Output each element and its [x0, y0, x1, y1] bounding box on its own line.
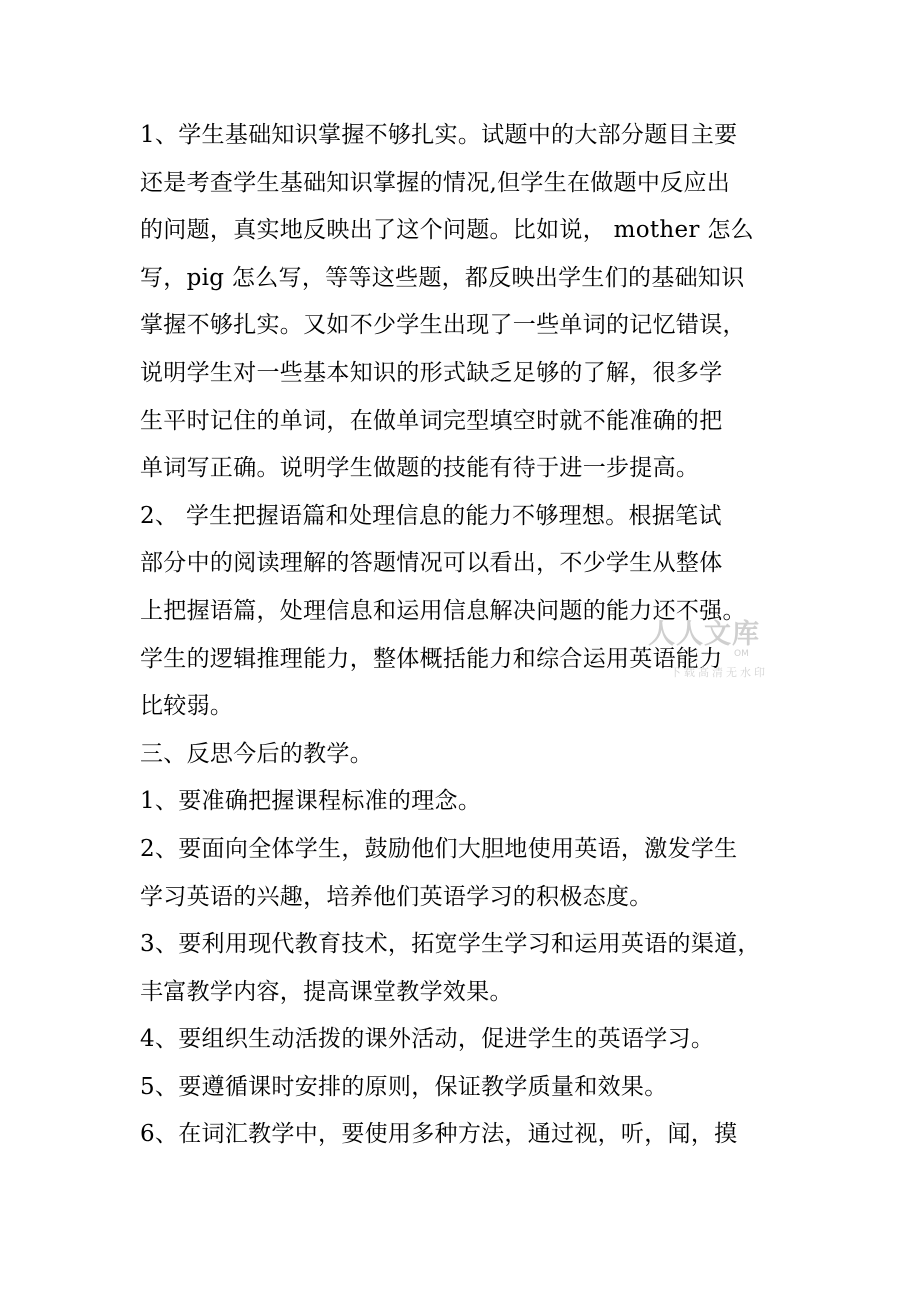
text-line: 3、要利用现代教育技术，拓宽学生学习和运用英语的渠道， — [140, 931, 761, 958]
text-line: 上把握语篇，处理信息和运用信息解决问题的能力还不强。 — [140, 597, 746, 624]
text-line: 说明学生对一些基本知识的形式缺乏足够的了解，很多学 — [140, 359, 723, 386]
text-line: 4、要组织生动活拨的课外活动，促进学生的英语学习。 — [140, 1026, 715, 1053]
text-line: 2、要面向全体学生，鼓励他们大胆地使用英语，激发学生 — [140, 835, 738, 862]
text-line: 6、在词汇教学中，要使用多种方法，通过视，听，闻，摸 — [140, 1121, 738, 1148]
text-line: 部分中的阅读理解的答题情况可以看出，不少学生从整体 — [140, 550, 723, 577]
text-line: 三、反思今后的教学。 — [140, 740, 373, 767]
text-line: 1、要准确把握课程标准的理念。 — [140, 788, 482, 815]
text-line: 掌握不够扎实。又如不少学生出现了一些单词的记忆错误， — [140, 312, 746, 339]
text-line: 学生的逻辑推理能力，整体概括能力和综合运用英语能力 — [140, 645, 723, 672]
text-line: 单词写正确。说明学生做题的技能有待于进一步提高。 — [140, 455, 700, 482]
text-line: 1、学生基础知识掌握不够扎实。试题中的大部分题目主要 — [140, 122, 738, 148]
text-line: 2、 学生把握语篇和处理信息的能力不够理想。根据笔试 — [140, 502, 722, 529]
watermark-title: 人人文库 — [648, 619, 760, 650]
text-line: 丰富教学内容，提高课堂教学效果。 — [140, 978, 513, 1005]
watermark-logo — [648, 612, 778, 682]
text-line: 的问题，真实地反映出了这个问题。比如说， mother 怎么 — [140, 217, 754, 244]
text-line: 5、要遵循课时安排的原则，保证教学质量和效果。 — [140, 1073, 668, 1100]
watermark-subtitle: 下载高清无水印 — [670, 666, 768, 679]
text-line: 还是考查学生基础知识掌握的情况,但学生在做题中反应出 — [140, 169, 731, 196]
text-line: 学习英语的兴趣，培养他们英语学习的积极态度。 — [140, 883, 653, 910]
text-line: 生平时记住的单词，在做单词完型填空时就不能准确的把 — [140, 407, 723, 434]
text-line: 写，pig 怎么写，等等这些题，都反映出学生们的基础知识 — [140, 264, 745, 291]
watermark-url: OM — [734, 649, 749, 659]
text-line: 比较弱。 — [140, 693, 234, 720]
